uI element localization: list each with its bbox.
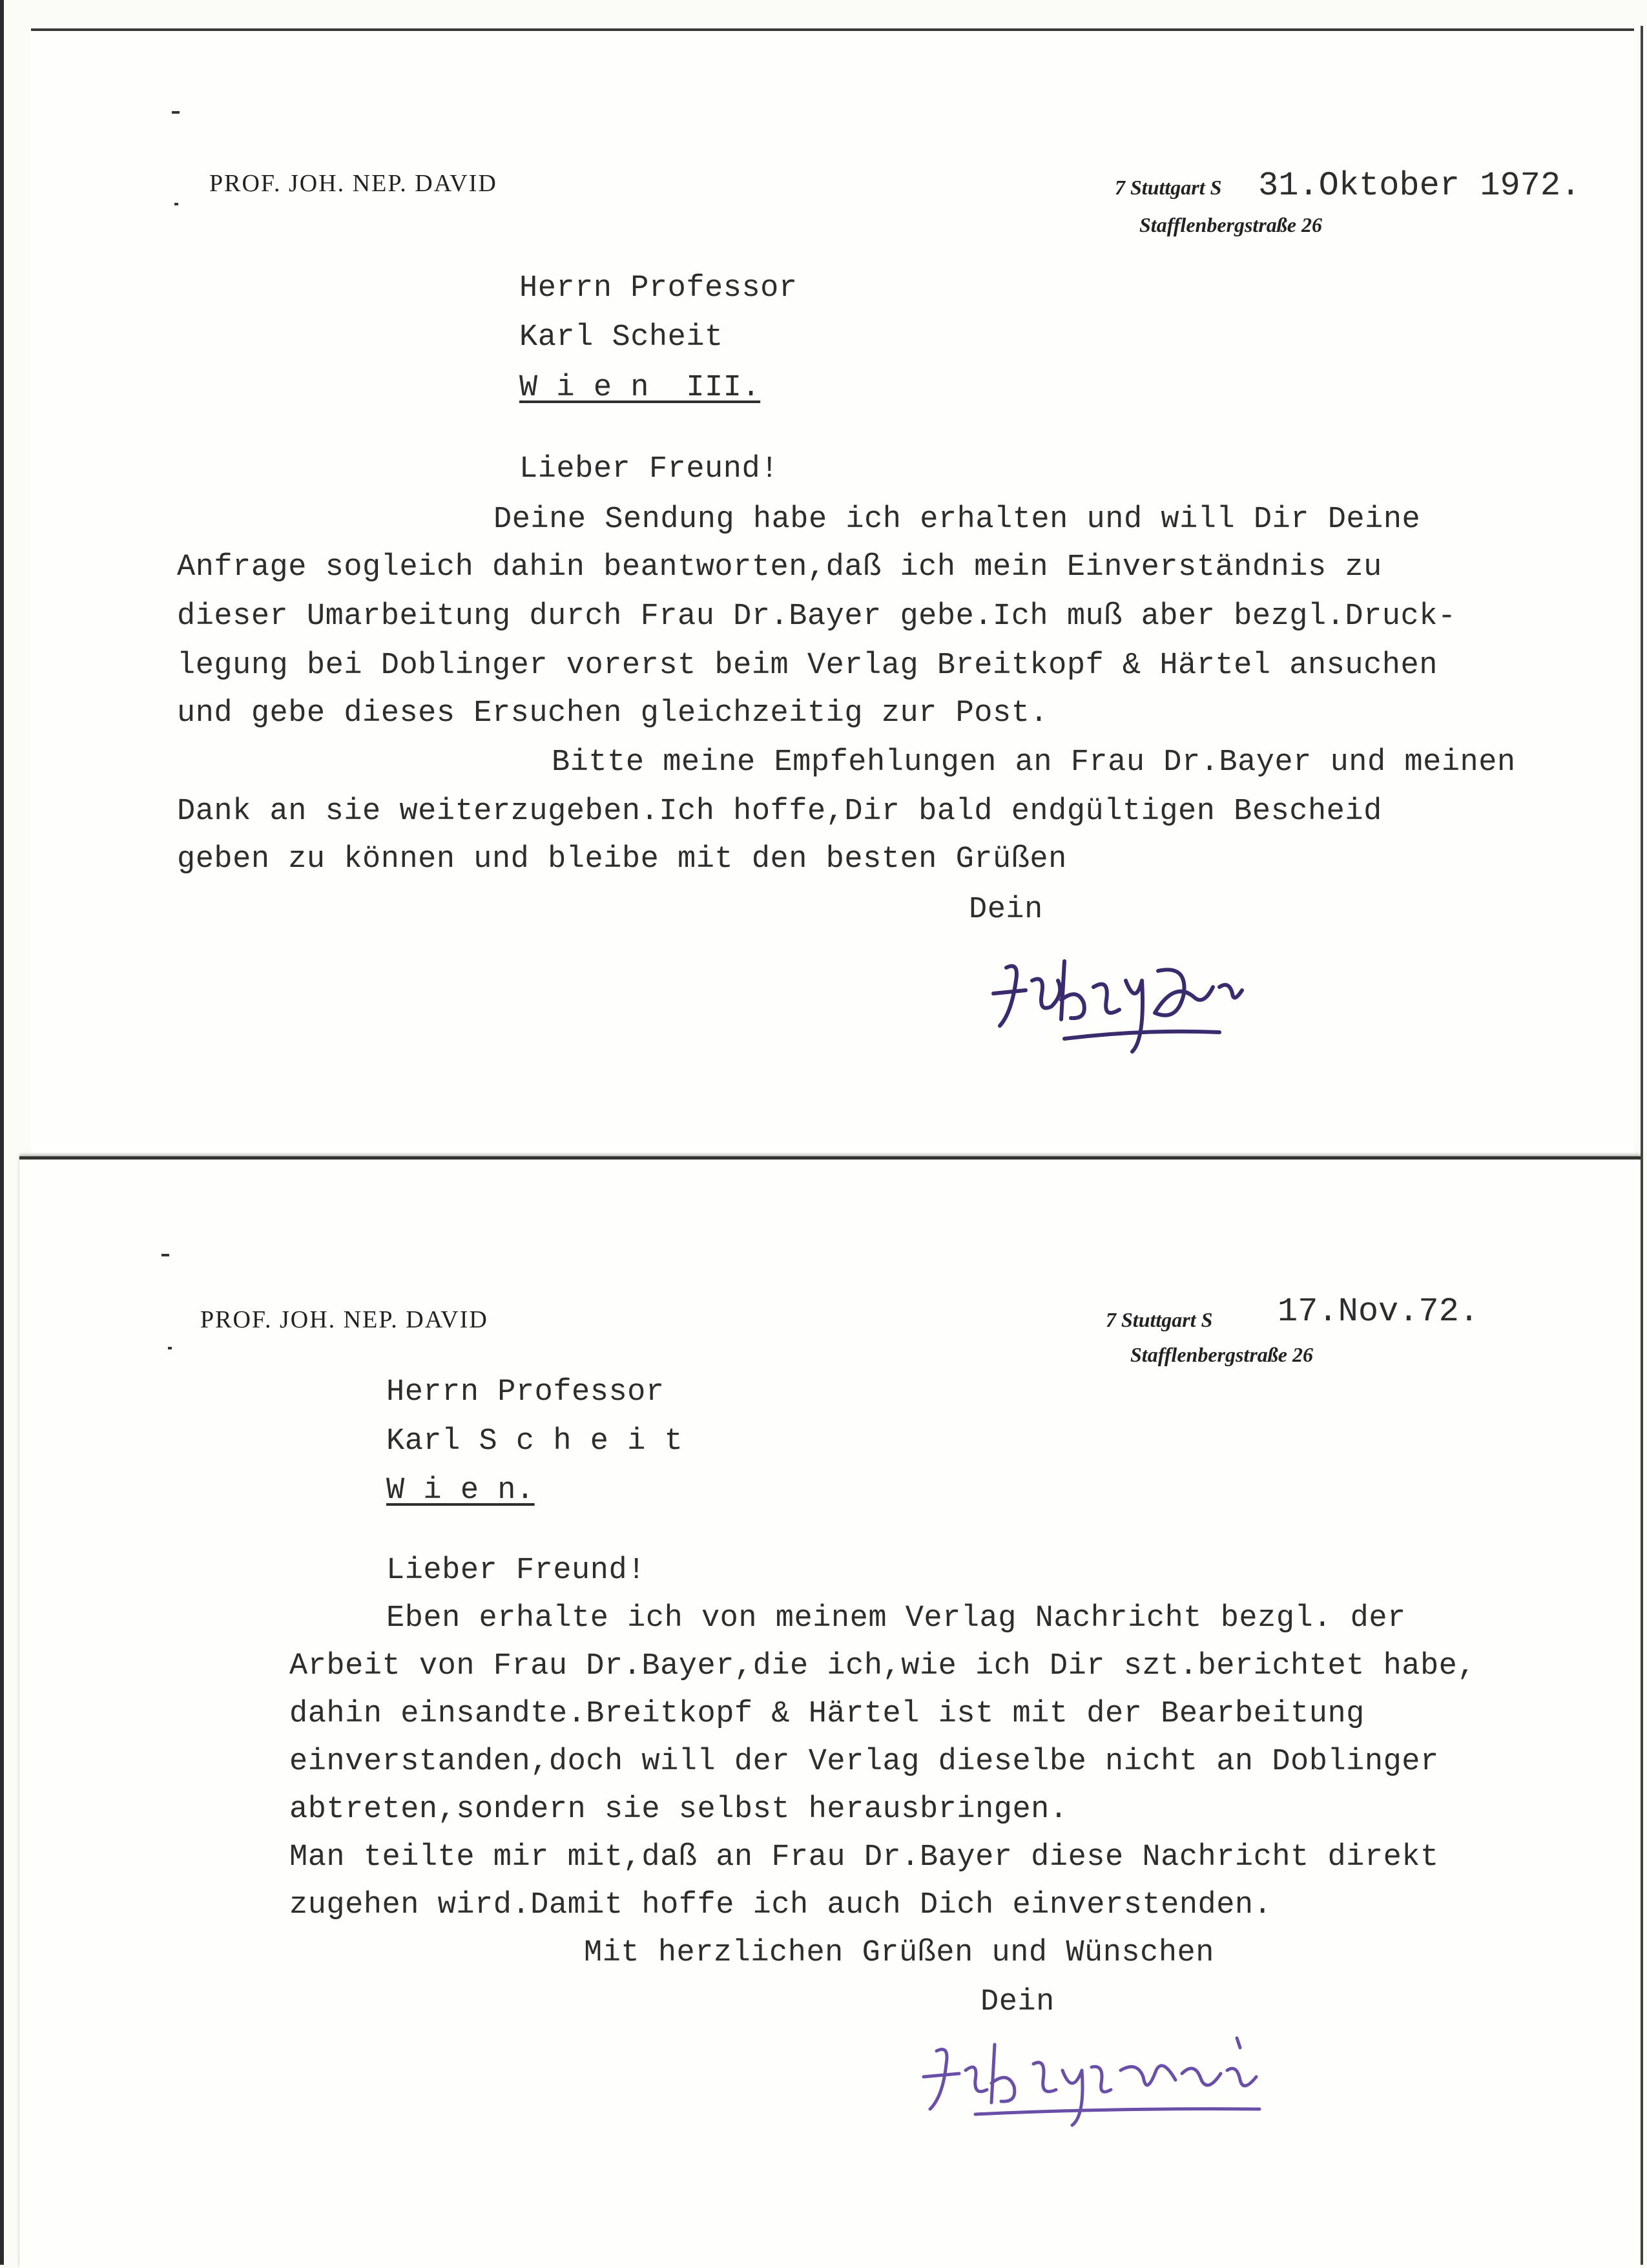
body-line-7: zugehen wird.Damit hoffe ich auch Dich einverstenden.: [289, 1888, 1272, 1922]
place-line: 7 Stuttgart S: [1106, 1308, 1213, 1331]
body-line-6: Man teilte mir mit,daß an Frau Dr.Bayer diese Nachricht direkt: [289, 1840, 1439, 1875]
body-line-5: und gebe dieses Ersuchen gleichzeitig zur Post.: [177, 696, 1049, 731]
salutation: Lieber Freund!: [386, 1554, 646, 1588]
recipient-city: W i e n III.: [519, 371, 761, 405]
body-line-2: Anfrage sogleich dahin beantworten,daß ich mein Einverständnis zu: [177, 550, 1382, 585]
letterhead-name: PROF. JOH. NEP. DAVID: [209, 170, 497, 197]
punch-mark: [172, 111, 180, 114]
body-line-8: geben zu können und bleibe mit den besten Grüßen: [177, 842, 1067, 877]
recipient-line-1: Herrn Professor: [386, 1375, 665, 1410]
closing: Dein: [980, 1985, 1055, 2019]
punch-mark: [174, 203, 178, 205]
recipient-line-2: Karl S c h e i t: [386, 1424, 683, 1459]
punch-mark: [168, 1347, 172, 1349]
salutation: Lieber Freund!: [519, 452, 779, 486]
recipient-line-1: Herrn Professor: [519, 271, 798, 306]
closing: Dein: [969, 893, 1043, 927]
signature-image: [980, 942, 1265, 1058]
street-address: Stafflenbergstraße 26: [1139, 213, 1322, 236]
punch-mark: [161, 1254, 169, 1256]
body-line-1: Deine Sendung habe ich erhalten und will Dir Deine: [493, 503, 1421, 537]
letter-date: 31.Oktober 1972.: [1258, 167, 1581, 205]
body-line-4: einverstanden,doch will der Verlag dieselbe nicht an Doblinger: [289, 1745, 1439, 1779]
body-line-5: abtreten,sondern sie selbst herausbringen.: [289, 1793, 1068, 1827]
letter-sheet-1: [31, 28, 1634, 1155]
body-line-4: legung bei Doblinger vorerst beim Verlag Breitkopf & Härtel ansuchen: [177, 649, 1438, 683]
letter-date: 17.Nov.72.: [1278, 1293, 1480, 1331]
body-line-1: Eben erhalte ich von meinem Verlag Nachricht bezgl. der: [386, 1601, 1406, 1636]
body-line-6: Bitte meine Empfehlungen an Frau Dr.Bayer und meinen: [552, 745, 1516, 780]
body-line-3: dahin einsandte.Breitkopf & Härtel ist mit der Bearbeitung: [289, 1697, 1365, 1731]
body-line-8: Mit herzlichen Grüßen und Wünschen: [584, 1936, 1214, 1970]
body-line-2: Arbeit von Frau Dr.Bayer,die ich,wie ich Dir szt.berichtet habe,: [289, 1649, 1476, 1683]
recipient-city: W i e n.: [386, 1473, 535, 1508]
letter-sheet-2: [19, 1156, 1641, 2268]
scan-edge-left: [0, 0, 4, 2265]
body-line-3: dieser Umarbeitung durch Frau Dr.Bayer gebe.Ich muß aber bezgl.Druck-: [177, 599, 1456, 634]
scan-edge-right: [1641, 26, 1643, 2265]
body-line-7: Dank an sie weiterzugeben.Ich hoffe,Dir bald endgültigen Bescheid: [177, 795, 1382, 829]
place-line: 7 Stuttgart S: [1115, 176, 1222, 199]
letterhead-name: PROF. JOH. NEP. DAVID: [200, 1306, 488, 1333]
signature-image: [898, 1999, 1311, 2128]
street-address: Stafflenbergstraße 26: [1130, 1343, 1313, 1366]
recipient-line-2: Karl Scheit: [519, 320, 723, 355]
